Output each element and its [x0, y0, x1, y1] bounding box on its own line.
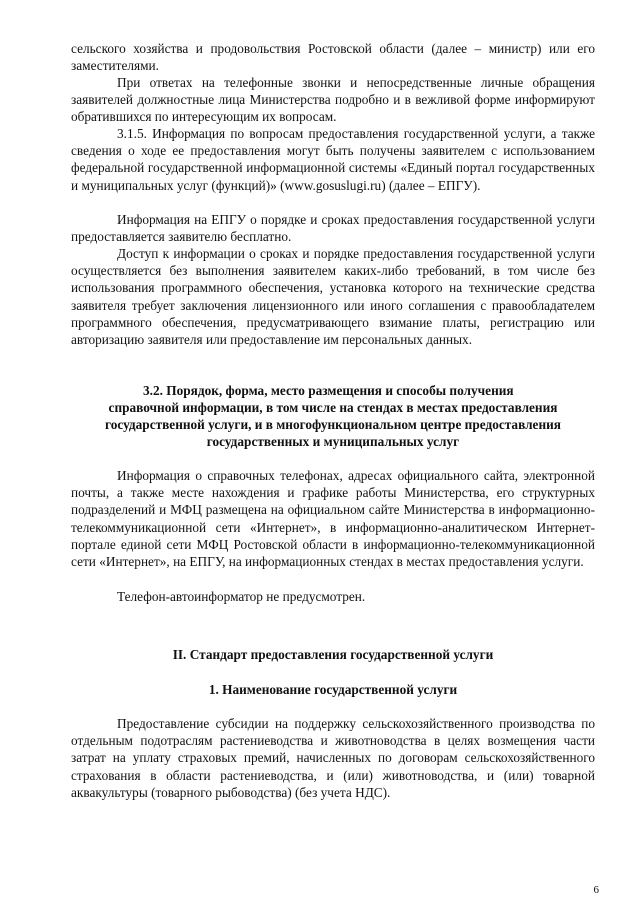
page-number: 6	[593, 884, 599, 896]
paragraph-subsidy-name: Предоставление субсидии на поддержку сельскохозяйственного производства по отдельным подотраслям растениеводства и животноводства в целях возмещения части затрат на уплату страховых премий, начисленных по договорам сельскохозяйственного страхования в области растениеводства, и (или) животноводства, и (или) товарной аквакультуры (товарного рыбоводства) (без учета НДС).	[71, 716, 595, 800]
paragraph-minister-continuation: сельского хозяйства и продовольствия Ростовской области (далее – министр) или его заместителями.	[71, 41, 595, 74]
paragraph-phone-calls: При ответах на телефонные звонки и непосредственные личные обращения заявителей должностные лица Министерства подробно и в вежливой форме информируют обратившихся по интересующим их вопросам.	[71, 75, 595, 125]
section-3-2-heading-line-3: государственной услуги, и в многофункциональном центре предоставления	[105, 417, 561, 432]
paragraph-3-1-5: 3.1.5. Информация по вопросам предоставления государственной услуги, а также сведения о ходе ее предоставления могут быть получены заявителем с использованием федеральной государственной информационной системы «Единый портал государственных и муниципальных услуг (функций)» (www.gosuslugi.ru) (далее – ЕПГУ).	[71, 126, 595, 193]
paragraph-epgu-free: Информация на ЕПГУ о порядке и сроках предоставления государственной услуги предоставляется заявителю бесплатно.	[71, 212, 595, 245]
section-3-2-heading-line-2: справочной информации, в том числе на стендах в местах предоставления	[108, 400, 558, 415]
subsection-1-heading: 1. Наименование государственной услуги	[208, 682, 458, 697]
section-3-2-heading-line-1: 3.2. Порядок, форма, место размещения и способы получения	[143, 383, 514, 398]
paragraph-autoinformer: Телефон-автоинформатор не предусмотрен.	[117, 589, 366, 604]
paragraph-access-info: Доступ к информации о сроках и порядке предоставления государственной услуги осуществляется без выполнения заявителем каких-либо требований, в том числе без использования программного обеспечения, установка которого на технические средства заявителя требует заключения лицензионного или иного соглашения с правообладателем программного обеспечения, предусматривающего взимание платы, регистрацию или авторизацию заявителя или предоставление им персональных данных.	[71, 246, 595, 348]
section-3-2-heading-line-4: государственных и муниципальных услуг	[206, 434, 460, 449]
chapter-2-heading: II. Стандарт предоставления государственной услуги	[172, 647, 494, 662]
paragraph-reference-info: Информация о справочных телефонах, адресах официального сайта, электронной почты, а также месте нахождения и графике работы Министерства, его структурных подразделений и МФЦ размещена на официальном сайте Министерства в информационно-телекоммуникационной сети «Интернет», в информационно-аналитическом Интернет-портале единой сети МФЦ Ростовской области в информационно-телекоммуникационной сети «Интернет», на ЕПГУ, на информационных стендах в местах предоставления услуги.	[71, 468, 595, 570]
